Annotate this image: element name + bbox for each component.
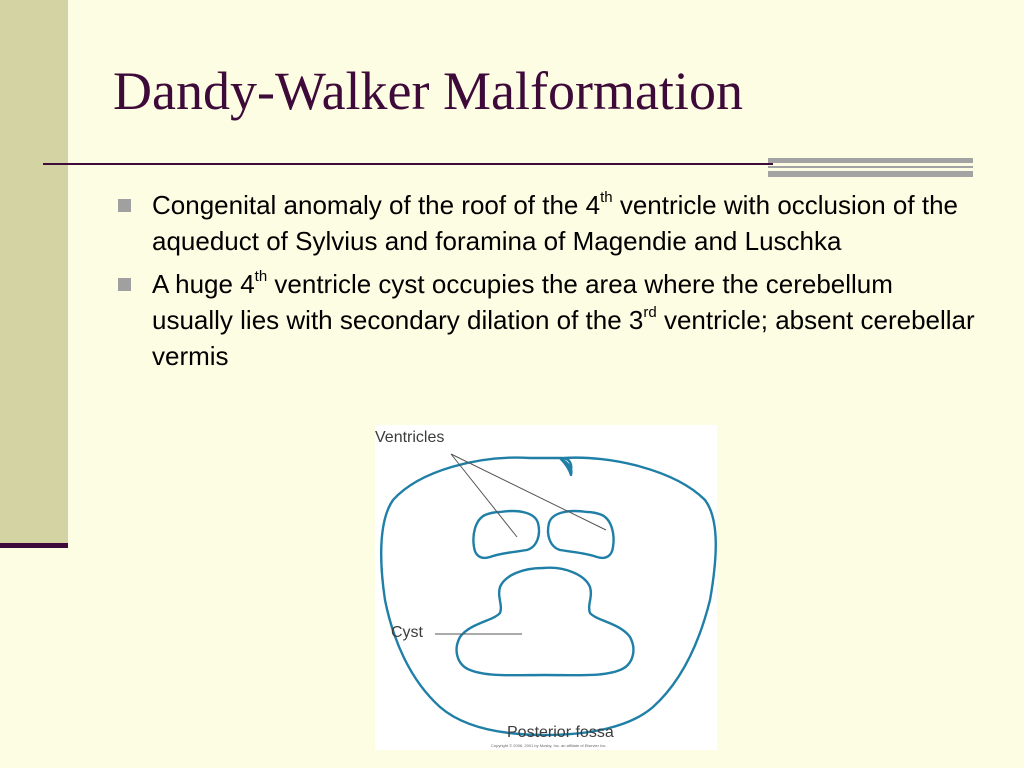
cyst-label: Cyst [391,624,423,641]
ventricle-pointer-right [451,454,606,530]
ventricle-pointer-left [451,454,517,537]
cyst-outline [457,568,634,676]
superscript: th [254,268,268,286]
bullet-text: ventricle; absent cerebellar vermis [152,305,975,371]
slide-title: Dandy-Walker Malformation [113,61,743,121]
bullet-item [118,187,978,259]
brain-diagram [375,425,717,750]
bullet-text: ventricle with occlusion of the aqueduct of Sylvius and foramina of Magendie and Luschka [152,190,958,256]
figure-copyright: Copyright © 2006, 2001 by Mosby, Inc. an affiliate of Elsevier Inc. [491,743,607,748]
superscript: rd [643,304,657,322]
bullet-text: Congenital anomaly of the roof of the 4 [152,190,601,220]
superscript: th [600,189,613,207]
left-accent-bar-cap [0,543,68,548]
bullet-text: A huge 4 [152,269,255,299]
bullet-item [118,266,978,374]
posterior-fossa-label: Posterior fossa [507,724,614,741]
ventricles-label: Ventricles [375,429,445,446]
brain-outline [381,458,716,735]
title-divider-stripes [768,158,973,178]
title-divider [43,163,773,165]
bullet-square-icon [118,199,131,212]
brain-diagram-figure [375,425,717,750]
bullet-text: ventricle cyst occupies the area where the cerebellum usually lies with secondary dilation of the 3 [152,269,893,335]
bullet-list [118,187,978,381]
left-ventricle [473,511,539,558]
bullet-square-icon [118,278,131,291]
left-accent-bar [0,0,68,545]
